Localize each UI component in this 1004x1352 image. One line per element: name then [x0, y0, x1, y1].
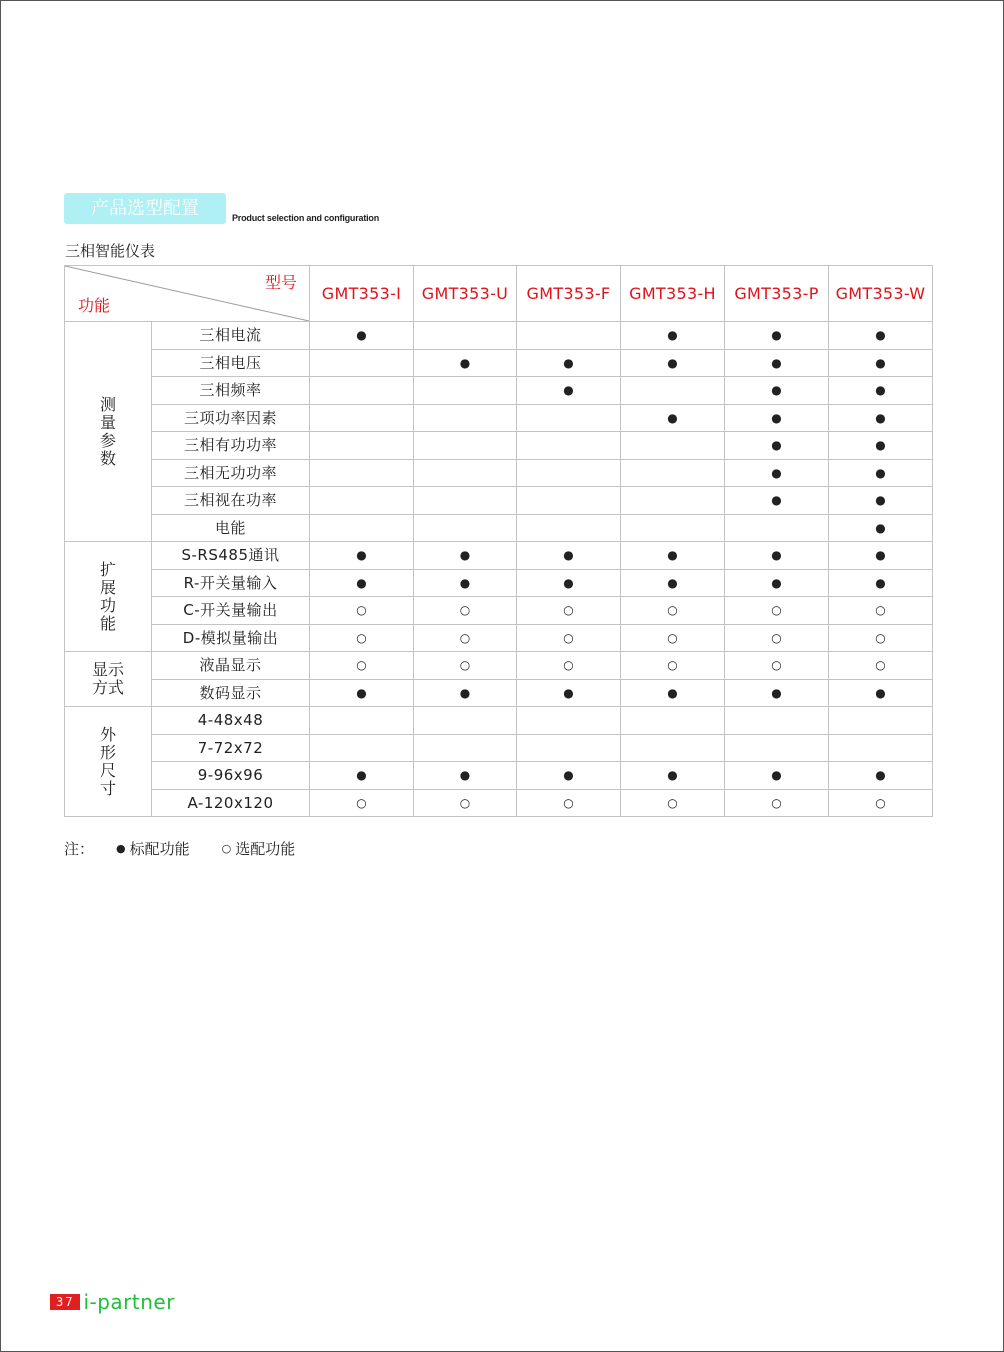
empty-cell — [517, 459, 621, 487]
empty-cell — [621, 377, 725, 405]
group-label-line: 显示 — [91, 660, 124, 679]
empty-cell — [310, 404, 414, 432]
empty-cell — [310, 349, 414, 377]
feature-cell: 三相有功功率 — [152, 432, 310, 460]
table-row — [65, 322, 933, 350]
standard-dot-icon: ● — [829, 404, 933, 432]
feature-cell: 数码显示 — [152, 679, 310, 707]
header-function-label: 功能 — [78, 296, 111, 315]
standard-dot-icon: ● — [725, 349, 829, 377]
page-number: 37 — [50, 1294, 80, 1310]
empty-cell — [725, 514, 829, 542]
legend-standard — [116, 838, 190, 859]
standard-dot-icon: ● — [517, 349, 621, 377]
feature-cell: 9-96x96 — [152, 762, 310, 790]
table-row — [65, 597, 933, 625]
standard-dot-icon: ● — [414, 762, 517, 790]
feature-cell: 三相电流 — [152, 322, 310, 350]
model-header: GMT353-I — [310, 266, 414, 322]
page-footer — [50, 1290, 175, 1314]
optional-circle-icon: ○ — [414, 624, 517, 652]
empty-cell — [310, 734, 414, 762]
empty-cell — [829, 734, 933, 762]
optional-circle-icon: ○ — [310, 597, 414, 625]
empty-cell — [517, 322, 621, 350]
legend-standard-label: 标配功能 — [129, 840, 190, 858]
feature-cell: R-开关量输入 — [152, 569, 310, 597]
table-title: 三相智能仪表 — [65, 242, 156, 260]
standard-dot-icon: ● — [725, 542, 829, 570]
group-label: 测量参数 — [99, 394, 116, 468]
standard-dot-icon: ● — [725, 762, 829, 790]
feature-cell: 电能 — [152, 514, 310, 542]
standard-dot-icon: ● — [621, 322, 725, 350]
table-row — [65, 487, 933, 515]
empty-cell — [414, 322, 517, 350]
standard-dot-icon: ● — [725, 322, 829, 350]
table-row — [65, 349, 933, 377]
empty-cell — [517, 734, 621, 762]
standard-dot-icon: ● — [310, 569, 414, 597]
empty-cell — [725, 707, 829, 735]
feature-cell: 三相频率 — [152, 377, 310, 405]
model-header: GMT353-U — [414, 266, 517, 322]
optional-circle-icon: ○ — [829, 597, 933, 625]
group-label: 外形尺寸 — [99, 724, 116, 798]
table-row — [65, 404, 933, 432]
standard-dot-icon: ● — [829, 514, 933, 542]
empty-cell — [621, 707, 725, 735]
table-row — [65, 459, 933, 487]
table-row — [65, 652, 933, 680]
table-row — [65, 707, 933, 735]
feature-cell: 三相无功功率 — [152, 459, 310, 487]
filled-dot-icon: ● — [116, 842, 126, 855]
table-row — [65, 679, 933, 707]
empty-cell — [310, 459, 414, 487]
optional-circle-icon: ○ — [310, 652, 414, 680]
optional-circle-icon: ○ — [725, 624, 829, 652]
standard-dot-icon: ● — [725, 679, 829, 707]
optional-circle-icon: ○ — [414, 789, 517, 817]
empty-cell — [414, 487, 517, 515]
optional-circle-icon: ○ — [621, 597, 725, 625]
group-label-cell — [65, 322, 152, 542]
empty-cell — [310, 432, 414, 460]
table-row — [65, 542, 933, 570]
empty-cell — [621, 487, 725, 515]
standard-dot-icon: ● — [517, 569, 621, 597]
feature-cell: 三相电压 — [152, 349, 310, 377]
table-row — [65, 789, 933, 817]
feature-cell: S-RS485通讯 — [152, 542, 310, 570]
standard-dot-icon: ● — [517, 762, 621, 790]
empty-cell — [310, 514, 414, 542]
standard-dot-icon: ● — [310, 542, 414, 570]
empty-cell — [310, 377, 414, 405]
standard-dot-icon: ● — [829, 322, 933, 350]
empty-cell — [621, 432, 725, 460]
group-label-cell — [65, 542, 152, 652]
optional-circle-icon: ○ — [621, 652, 725, 680]
optional-circle-icon: ○ — [725, 789, 829, 817]
standard-dot-icon: ● — [621, 542, 725, 570]
standard-dot-icon: ● — [621, 569, 725, 597]
table-row — [65, 377, 933, 405]
standard-dot-icon: ● — [829, 762, 933, 790]
optional-circle-icon: ○ — [725, 597, 829, 625]
brand-logo: i-partner — [83, 1290, 175, 1314]
optional-circle-icon: ○ — [414, 652, 517, 680]
table-row — [65, 432, 933, 460]
optional-circle-icon: ○ — [829, 652, 933, 680]
standard-dot-icon: ● — [829, 487, 933, 515]
table-row — [65, 624, 933, 652]
standard-dot-icon: ● — [725, 377, 829, 405]
empty-cell — [414, 459, 517, 487]
model-header: GMT353-H — [621, 266, 725, 322]
standard-dot-icon: ● — [414, 542, 517, 570]
optional-circle-icon: ○ — [621, 624, 725, 652]
empty-cell — [517, 432, 621, 460]
table-row — [65, 514, 933, 542]
optional-circle-icon: ○ — [517, 789, 621, 817]
model-header: GMT353-W — [829, 266, 933, 322]
optional-circle-icon: ○ — [414, 597, 517, 625]
group-label — [65, 661, 151, 697]
empty-cell — [414, 734, 517, 762]
standard-dot-icon: ● — [725, 569, 829, 597]
standard-dot-icon: ● — [621, 762, 725, 790]
optional-circle-icon: ○ — [829, 789, 933, 817]
model-header: GMT353-P — [725, 266, 829, 322]
standard-dot-icon: ● — [829, 542, 933, 570]
optional-circle-icon: ○ — [310, 789, 414, 817]
optional-circle-icon: ○ — [829, 624, 933, 652]
standard-dot-icon: ● — [414, 679, 517, 707]
legend-optional-label: 选配功能 — [235, 840, 296, 858]
feature-cell: C-开关量输出 — [152, 597, 310, 625]
optional-circle-icon: ○ — [621, 789, 725, 817]
legend-optional — [222, 838, 296, 859]
model-header: GMT353-F — [517, 266, 621, 322]
feature-cell: 液晶显示 — [152, 652, 310, 680]
diagonal-header-cell — [65, 266, 310, 322]
group-label: 扩展功能 — [99, 559, 116, 633]
empty-cell — [829, 707, 933, 735]
standard-dot-icon: ● — [414, 569, 517, 597]
standard-dot-icon: ● — [725, 487, 829, 515]
table-row — [65, 762, 933, 790]
empty-cell — [414, 404, 517, 432]
empty-cell — [621, 459, 725, 487]
standard-dot-icon: ● — [829, 569, 933, 597]
product-selection-table — [64, 265, 933, 817]
standard-dot-icon: ● — [517, 377, 621, 405]
feature-cell: 三相视在功率 — [152, 487, 310, 515]
table-row — [65, 569, 933, 597]
feature-cell: D-模拟量输出 — [152, 624, 310, 652]
optional-circle-icon: ○ — [517, 624, 621, 652]
standard-dot-icon: ● — [621, 349, 725, 377]
empty-cell — [310, 487, 414, 515]
empty-cell — [725, 734, 829, 762]
optional-circle-icon: ○ — [517, 597, 621, 625]
standard-dot-icon: ● — [517, 679, 621, 707]
standard-dot-icon: ● — [829, 349, 933, 377]
standard-dot-icon: ● — [725, 432, 829, 460]
standard-dot-icon: ● — [310, 322, 414, 350]
standard-dot-icon: ● — [829, 459, 933, 487]
table-header-row — [65, 266, 933, 322]
section-title-english: Product selection and configuration — [232, 213, 380, 223]
section-title-tag: 产品选型配置 — [64, 193, 226, 224]
empty-cell — [414, 707, 517, 735]
feature-cell: 4-48x48 — [152, 707, 310, 735]
empty-cell — [414, 377, 517, 405]
group-label-cell — [65, 707, 152, 817]
group-label-cell — [65, 652, 152, 707]
empty-cell — [517, 514, 621, 542]
optional-circle-icon: ○ — [725, 652, 829, 680]
feature-cell: 7-72x72 — [152, 734, 310, 762]
standard-dot-icon: ● — [517, 542, 621, 570]
standard-dot-icon: ● — [829, 432, 933, 460]
group-label-line: 方式 — [91, 678, 124, 697]
standard-dot-icon: ● — [310, 762, 414, 790]
standard-dot-icon: ● — [725, 404, 829, 432]
optional-circle-icon: ○ — [310, 624, 414, 652]
hollow-circle-icon: ○ — [221, 842, 232, 855]
header-model-label: 型号 — [264, 273, 297, 292]
standard-dot-icon: ● — [621, 679, 725, 707]
standard-dot-icon: ● — [310, 679, 414, 707]
standard-dot-icon: ● — [829, 377, 933, 405]
empty-cell — [414, 432, 517, 460]
empty-cell — [414, 514, 517, 542]
empty-cell — [310, 707, 414, 735]
standard-dot-icon: ● — [829, 679, 933, 707]
legend-note — [64, 838, 327, 859]
empty-cell — [621, 514, 725, 542]
feature-cell: A-120x120 — [152, 789, 310, 817]
standard-dot-icon: ● — [414, 349, 517, 377]
feature-cell: 三项功率因素 — [152, 404, 310, 432]
empty-cell — [517, 707, 621, 735]
empty-cell — [621, 734, 725, 762]
standard-dot-icon: ● — [621, 404, 725, 432]
empty-cell — [517, 404, 621, 432]
standard-dot-icon: ● — [725, 459, 829, 487]
note-label: 注： — [64, 840, 95, 858]
table-row — [65, 734, 933, 762]
empty-cell — [517, 487, 621, 515]
optional-circle-icon: ○ — [517, 652, 621, 680]
